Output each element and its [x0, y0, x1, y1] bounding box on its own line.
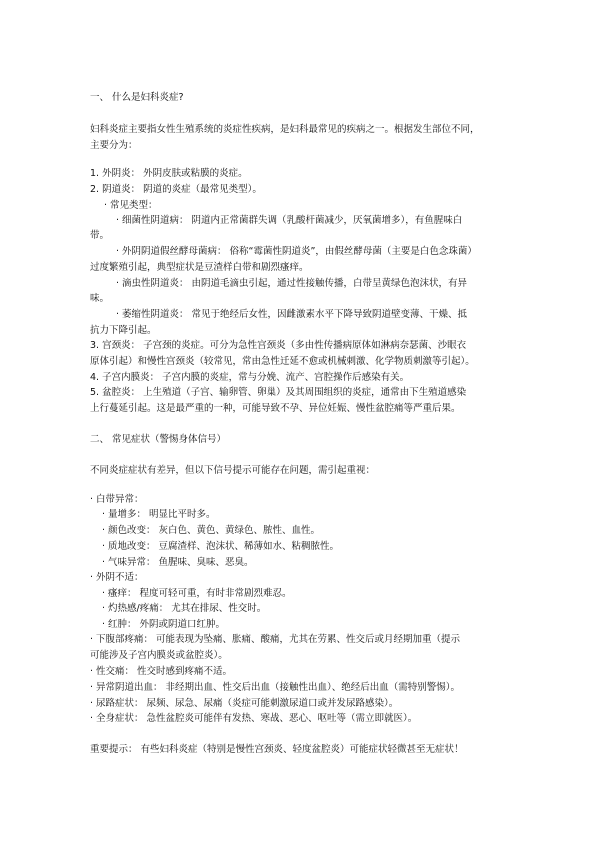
discharge-smell: · 气味异常： 鱼腥味、臭味、恶臭。: [102, 557, 254, 568]
discharge-texture: · 质地改变： 豆腐渣样、泡沫状、稀薄如水、粘稠脓性。: [102, 541, 340, 552]
intercourse-pain: · 性交痛： 性交时感到疼痛不适。: [90, 666, 233, 677]
section-2-heading: 二、 常见症状（警惕身体信号）: [90, 434, 227, 445]
pain-line-1: · 下腹部疼痛： 可能表现为坠痛、胀痛、酸痛，尤其在劳累、性交后或月经期加重（提示: [90, 634, 461, 645]
bv-line-2: 带。: [90, 230, 110, 241]
vulva-red: · 红肿： 外阴或阴道口红肿。: [102, 619, 226, 630]
discharge-label: · 白带异常：: [90, 494, 144, 505]
item-vaginitis: 2. 阴道炎： 阴道的炎症（最常见类型）。: [90, 184, 262, 195]
abnormal-bleeding: · 异常阴道出血： 非经期出血、性交后出血（接触性出血）、绝经后出血（需特别警惕）。: [90, 682, 461, 693]
item-vulvitis: 1. 外阴炎： 外阴皮肤或粘膜的炎症。: [90, 168, 248, 179]
cervicitis-line-1: 3. 宫颈炎： 子宫颈的炎症。可分为急性宫颈炎（多由性传播病原体如淋病奈瑟菌、沙眼衣: [90, 340, 467, 351]
important-note: 重要提示： 有些妇科炎症（特别是慢性宫颈炎、轻度盆腔炎）可能症状轻微甚至无症状！: [90, 744, 464, 755]
vulva-itch: · 瘙痒： 程度可轻可重，有时非常剧烈难忍。: [102, 588, 292, 599]
discharge-amount: · 量增多： 明显比平时多。: [102, 509, 216, 520]
bv-line-1: · 细菌性阴道病： 阴道内正常菌群失调（乳酸杆菌减少，厌氧菌增多），有鱼腥味白: [116, 215, 463, 226]
symptoms-intro: 不同炎症症状有差异，但以下信号提示可能存在问题，需引起重视：: [90, 465, 376, 476]
vulva-label: · 外阴不适：: [90, 572, 144, 583]
tv-line-2: 味。: [90, 293, 110, 304]
pid-line-1: 5. 盆腔炎： 上生殖道（子宫、输卵管、卵巢）及其周围组织的炎症，通常由下生殖道感染: [90, 387, 467, 398]
systemic-symptoms: · 全身症状： 急性盆腔炎可能伴有发热、寒战、恶心、呕吐等（需立即就医）。: [90, 713, 418, 724]
discharge-color: · 颜色改变： 灰白色、黄色、黄绿色、脓性、血性。: [102, 525, 321, 536]
tv-line-1: · 滴虫性阴道炎： 由阴道毛滴虫引起，通过性接触传播，白带呈黄绿色泡沫状，有异: [116, 278, 468, 289]
intro-line-2: 主要分为：: [90, 140, 138, 151]
vvc-line-2: 过度繁殖引起，典型症状是豆渣样白带和剧烈瘙痒。: [90, 262, 309, 273]
section-1-heading: 一、 什么是妇科炎症?: [90, 92, 184, 103]
urinary-symptoms: · 尿路症状： 尿频、尿急、尿痛（炎症可能刺激尿道口或并发尿路感染）。: [90, 698, 399, 709]
common-types-label: · 常见类型：: [104, 200, 158, 211]
cervicitis-line-2: 原体引起）和慢性宫颈炎（较常见，常由急性迁延不愈或机械刺激、化学物质刺激等引起）。: [90, 356, 475, 367]
vulva-burn: · 灼热感/疼痛： 尤其在排尿、性交时。: [102, 603, 267, 614]
endometritis-line: 4. 子宫内膜炎： 子宫内膜的炎症，常与分娩、流产、宫腔操作后感染有关。: [90, 372, 410, 383]
pain-line-2: 可能涉及子宫内膜炎或盆腔炎）。: [90, 650, 228, 661]
av-line-2: 抗力下降引起。: [90, 325, 157, 336]
pid-line-2: 上行蔓延引起。这是最严重的一种，可能导致不孕、异位妊娠、慢性盆腔痛等严重后果。: [90, 403, 461, 414]
vvc-line-1: · 外阴阴道假丝酵母菌病： 俗称“霉菌性阴道炎”，由假丝酵母菌（主要是白色念珠菌）: [116, 246, 477, 257]
av-line-1: · 萎缩性阴道炎： 常见于绝经后女性，因雌激素水平下降导致阴道壁变薄、干燥、抵: [116, 309, 468, 320]
intro-line-1: 妇科炎症主要指女性生殖系统的炎症性疾病，是妇科最常见的疾病之一。根据发生部位不同，: [90, 124, 480, 135]
